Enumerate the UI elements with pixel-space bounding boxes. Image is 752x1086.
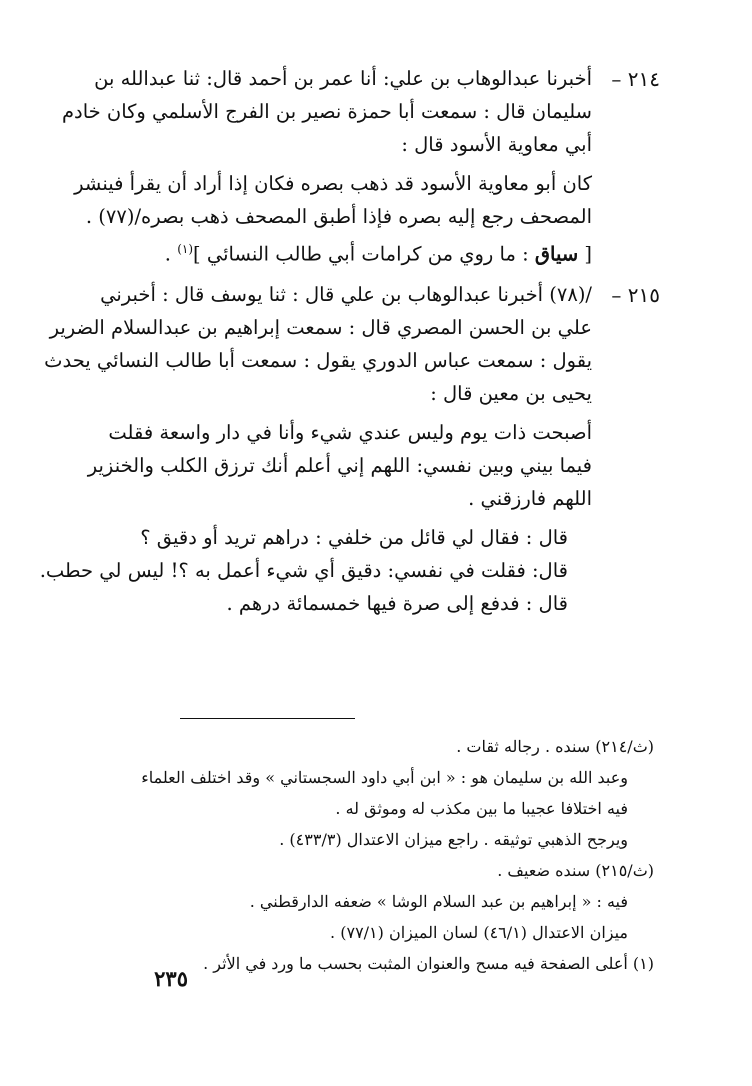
footnotes [124,731,654,979]
text-line: قال : فقال لي قائل من خلفي : دراهم تريد أو دقيق ؟ [140,526,568,549]
siyaq-end: . [164,242,171,266]
footnote-line: (ث/٢١٤) سنده . رجاله ثقات . [456,737,654,756]
footnote-line: (ث/٢١٥) سنده ضعيف . [497,861,654,880]
footnote-line: (١) أعلى الصفحة فيه مسح والعنوان المثبت بحسب ما ورد في الأثر . [203,954,654,973]
footnote-ref: (١) [177,242,194,256]
footnote-line: فيه : « إبراهيم بن عبد السلام الوشا » ضعفه الدارقطني . [249,892,628,911]
text-line: يحيى بن معين قال : [430,382,592,405]
text-line: يقول : سمعت عباس الدوري يقول : سمعت أبا طالب النسائي يحدث [44,349,592,372]
siyaq-word: سياق [534,242,579,266]
text-line: المصحف رجع إليه بصره فإذا أطبق المصحف ذهب بصره/(٧٧) . [85,205,592,228]
siyaq-bracket: [ [584,242,592,266]
text-line: أصبحت ذات يوم وليس عندي شيء وأنا في دار واسعة فقلت [108,421,592,444]
entry-body [61,62,592,266]
text-line: أخبرنا عبدالوهاب بن علي: أنا عمر بن أحمد قال: ثنا عبدالله بن [94,67,592,90]
siyaq-line [140,233,592,266]
footnote-separator [180,718,355,719]
text-line: كان أبو معاوية الأسود قد ذهب بصره فكان إذا أراد أن يقرأ فينشر [74,172,592,195]
footnote-line: ميزان الاعتدال (٤٦/١) لسان الميزان (٧٧/١) . [330,923,628,942]
text-line: اللهم فارزقني . [468,487,592,510]
entry-number: ٢١٤ – [611,67,660,91]
text-line: أبي معاوية الأسود قال : [401,133,592,156]
entry-body [39,278,592,620]
entry-number: ٢١٥ – [611,283,660,307]
page-number: ٢٣٥ [154,966,188,991]
text-line: علي بن الحسن المصري قال : سمعت إبراهيم بن عبدالسلام الضرير [49,316,592,339]
footnote-line: وعبد الله بن سليمان هو : « ابن أبي داود السجستاني » وقد اختلف العلماء [141,768,628,787]
footnote-line: فيه اختلافا عجيبا ما بين مكذب له وموثق له . [335,799,628,818]
text-line: قال : فدفع إلى صرة فيها خمسمائة درهم . [226,592,568,615]
text-line: قال: فقلت في نفسي: دقيق أي شيء أعمل به ؟! ليس لي حطب. [39,559,568,582]
text-line: سليمان قال : سمعت أبا حمزة نصير بن الفرج الأسلمي وكان خادم [61,100,592,123]
footnote-line: ويرجح الذهبي توثيقه . راجع ميزان الاعتدال (٤٣٣/٣) . [279,830,628,849]
text-line: /(٧٨) أخبرنا عبدالوهاب بن علي قال : ثنا يوسف قال : أخبرني [100,283,592,306]
siyaq-text: : ما روي من كرامات أبي طالب النسائي ] [193,242,529,266]
text-line: فيما بيني وبين نفسي: اللهم إني أعلم أنك ترزق الكلب والخنزير [87,454,592,477]
